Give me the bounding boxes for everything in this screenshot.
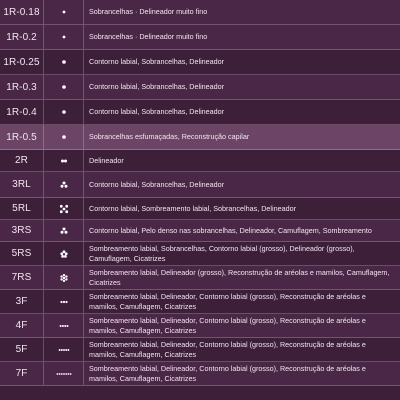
table-row — [0, 290, 400, 314]
table-row — [0, 362, 400, 386]
single-dot-icon — [52, 105, 76, 119]
table-row — [0, 338, 400, 362]
application-description: Sobrancelhas · Delineador muito fino — [89, 32, 208, 41]
needle-config-icon-cell — [44, 25, 84, 49]
application-description: Contorno labial, Sombreamento labial, Sobrancelhas, Delineador — [89, 203, 296, 213]
needle-code: 1R-0.4 — [0, 100, 44, 124]
needle-code: 5RS — [0, 242, 44, 265]
two-dots-icon — [52, 154, 76, 168]
single-small-dot-icon — [52, 5, 76, 19]
five-dots-line-icon — [52, 343, 76, 357]
seven-dots-line-icon — [52, 367, 76, 381]
table-row — [0, 150, 400, 172]
application-description: Contorno labial, Sobrancelhas, Delineador — [89, 82, 225, 91]
needle-code: 1R-0.2 — [0, 25, 44, 49]
five-dots-x-icon — [52, 202, 76, 216]
needle-config-icon-cell — [44, 338, 84, 361]
table-row — [0, 220, 400, 242]
table-row — [0, 198, 400, 220]
needle-code: 5F — [0, 338, 44, 361]
single-dot-icon — [52, 55, 76, 69]
single-dot-icon — [52, 80, 76, 94]
application-description: Sobrancelhas esfumaçadas, Reconstrução capilar — [89, 132, 250, 141]
application-description: Sombreamento labial, Delineador, Contorno labial (grosso), Reconstrução de aréolas e mamilos, Camuflagem, Cicatrizes — [89, 339, 366, 359]
three-dots-triangle-icon — [52, 178, 76, 192]
table-row — [0, 50, 400, 75]
table-row — [0, 172, 400, 198]
application-description: Contorno labial, Pelo denso nas sobrancelhas, Delineador, Camuflagem, Sombreamento — [89, 225, 372, 235]
needle-config-icon-cell — [44, 266, 84, 289]
needle-code: 7RS — [0, 266, 44, 289]
three-dots-line-icon — [52, 295, 76, 309]
application-description: Contorno labial, Sobrancelhas, Delineador — [89, 179, 225, 189]
needle-config-icon-cell — [44, 290, 84, 313]
application-description: Contorno labial, Sobrancelhas, Delineador — [89, 57, 225, 66]
three-dots-triangle-icon — [52, 224, 76, 238]
needle-code: 1R-0.5 — [0, 125, 44, 149]
needle-config-icon-cell — [44, 50, 84, 74]
needle-code: 3RS — [0, 220, 44, 241]
single-dot-icon — [52, 130, 76, 144]
table-row — [0, 125, 400, 150]
table-row — [0, 75, 400, 100]
needle-config-icon-cell — [44, 150, 84, 171]
application-description: Sombreamento labial, Sobrancelhas, Contorno labial (grosso), Delineador (grosso), Camuflagem, Cicatrizes — [89, 243, 355, 263]
five-dots-cluster-icon — [52, 247, 76, 261]
table-row — [0, 100, 400, 125]
needle-code: 3RL — [0, 172, 44, 197]
table-row — [0, 266, 400, 290]
application-description: Sombreamento labial, Delineador, Contorno labial (grosso), Reconstrução de aréolas e mamilos, Camuflagem, Cicatrizes — [89, 363, 366, 383]
needle-code: 2R — [0, 150, 44, 171]
needle-config-icon-cell — [44, 172, 84, 197]
table-row — [0, 242, 400, 266]
needle-code: 1R-0.18 — [0, 0, 44, 24]
needle-code: 3F — [0, 290, 44, 313]
table-row — [0, 25, 400, 50]
needle-config-icon-cell — [44, 220, 84, 241]
needle-config-icon-cell — [44, 198, 84, 219]
needle-code: 1R-0.25 — [0, 50, 44, 74]
application-description: Contorno labial, Sobrancelhas, Delineador — [89, 107, 225, 116]
table-row — [0, 314, 400, 338]
needle-config-icon-cell — [44, 125, 84, 149]
needle-code: 5RL — [0, 198, 44, 219]
application-description: Sombreamento labial, Delineador, Contorno labial (grosso), Reconstrução de aréolas e mamilos, Camuflagem, Cicatrizes — [89, 291, 366, 311]
single-small-dot-icon — [52, 30, 76, 44]
needle-code: 1R-0.3 — [0, 75, 44, 99]
application-description: Sombreamento labial, Delineador, Contorno labial (grosso), Reconstrução de aréolas e mamilos, Camuflagem, Cicatrizes — [89, 315, 366, 335]
needle-config-icon-cell — [44, 362, 84, 385]
needle-config-icon-cell — [44, 75, 84, 99]
needle-config-icon-cell — [44, 100, 84, 124]
needle-config-icon-cell — [44, 314, 84, 337]
needle-config-icon-cell — [44, 0, 84, 24]
four-dots-line-icon — [52, 319, 76, 333]
application-description: Sobrancelhas · Delineador muito fino — [89, 7, 208, 16]
application-description: Sombreamento labial, Delineador (grosso), Reconstrução de aréolas e mamilos, Camuflagem, Cicatrizes — [89, 267, 390, 287]
table-row — [0, 0, 400, 25]
seven-dots-flower-icon — [52, 271, 76, 285]
needle-code: 7F — [0, 362, 44, 385]
needle-config-icon-cell — [44, 242, 84, 265]
needle-code: 4F — [0, 314, 44, 337]
application-description: Delineador — [89, 155, 124, 165]
